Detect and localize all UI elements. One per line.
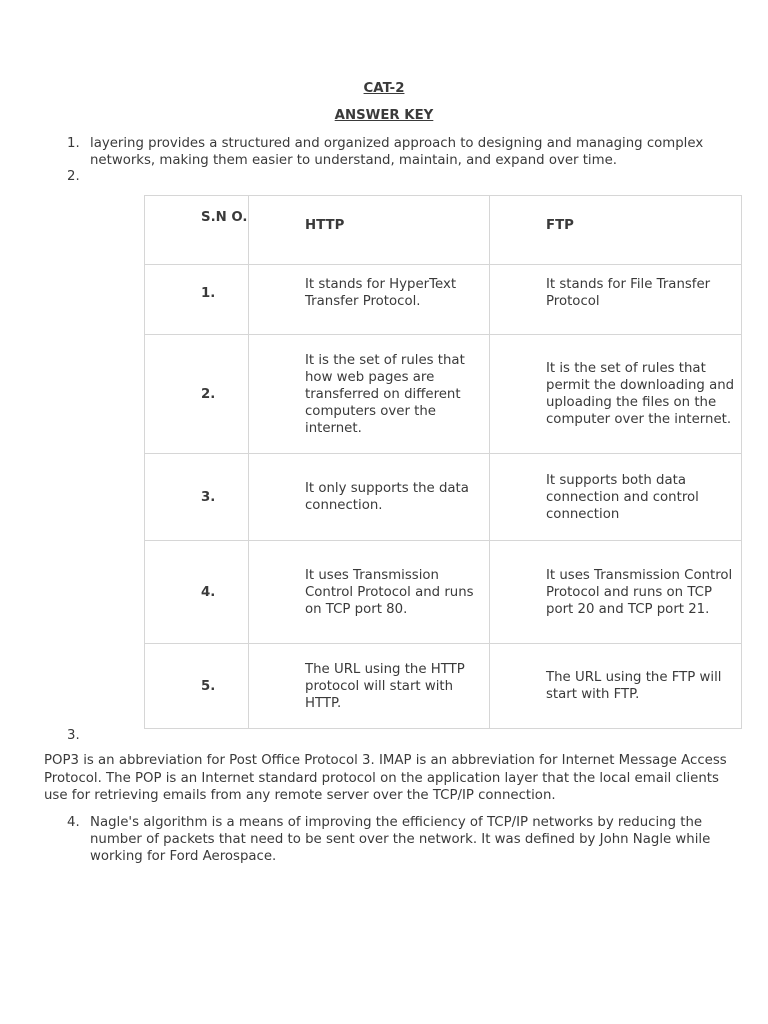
header-sno: S.N O. <box>145 196 249 265</box>
http-ftp-comparison-table <box>144 195 742 729</box>
list-number: 2. <box>67 169 80 184</box>
header-ftp: FTP <box>490 196 742 265</box>
http-cell: It only supports the data connection. <box>249 454 490 541</box>
ftp-cell: It stands for File Transfer Protocol <box>490 265 742 335</box>
answer-text: layering provides a structured and organized approach to designing and managing complex networks, making them easier to understand, maintain, and expand over time. <box>90 136 704 168</box>
table-row <box>145 644 742 729</box>
ftp-cell: The URL using the FTP will start with FTP. <box>490 644 742 729</box>
table-header-row <box>145 196 742 265</box>
table-row <box>145 265 742 335</box>
document-title: CAT-2 <box>363 81 405 96</box>
table-row <box>145 335 742 454</box>
row-number: 1. <box>145 265 249 335</box>
list-number: 3. <box>67 728 80 743</box>
header-http: HTTP <box>249 196 490 265</box>
ftp-cell: It is the set of rules that permit the downloading and uploading the files on the computer over the internet. <box>490 335 742 454</box>
row-number: 4. <box>145 541 249 644</box>
http-cell: It uses Transmission Control Protocol and runs on TCP port 80. <box>249 541 490 644</box>
list-number: 1. <box>67 136 80 151</box>
ftp-cell: It uses Transmission Control Protocol and runs on TCP port 20 and TCP port 21. <box>490 541 742 644</box>
pop3-imap-paragraph: POP3 is an abbreviation for Post Office Protocol 3. IMAP is an abbreviation for Internet Message Access Protocol. The POP is an Internet standard protocol on the application layer that the local email clients use for retrieving emails from any remote server over the TCP/IP connection. <box>44 753 727 803</box>
table-row <box>145 541 742 644</box>
row-number: 2. <box>145 335 249 454</box>
row-number: 5. <box>145 644 249 729</box>
document-subtitle: ANSWER KEY <box>334 108 434 123</box>
answer-text: Nagle's algorithm is a means of improving the efficiency of TCP/IP networks by reducing the number of packets that need to be sent over the network. It was defined by John Nagle while working for Ford Aerospace. <box>90 815 711 864</box>
http-cell: It stands for HyperText Transfer Protocol. <box>249 265 490 335</box>
http-cell: It is the set of rules that how web pages are transferred on different computers over the internet. <box>249 335 490 454</box>
http-cell: The URL using the HTTP protocol will start with HTTP. <box>249 644 490 729</box>
table-row <box>145 454 742 541</box>
row-number: 3. <box>145 454 249 541</box>
ftp-cell: It supports both data connection and control connection <box>490 454 742 541</box>
list-number: 4. <box>67 815 80 830</box>
